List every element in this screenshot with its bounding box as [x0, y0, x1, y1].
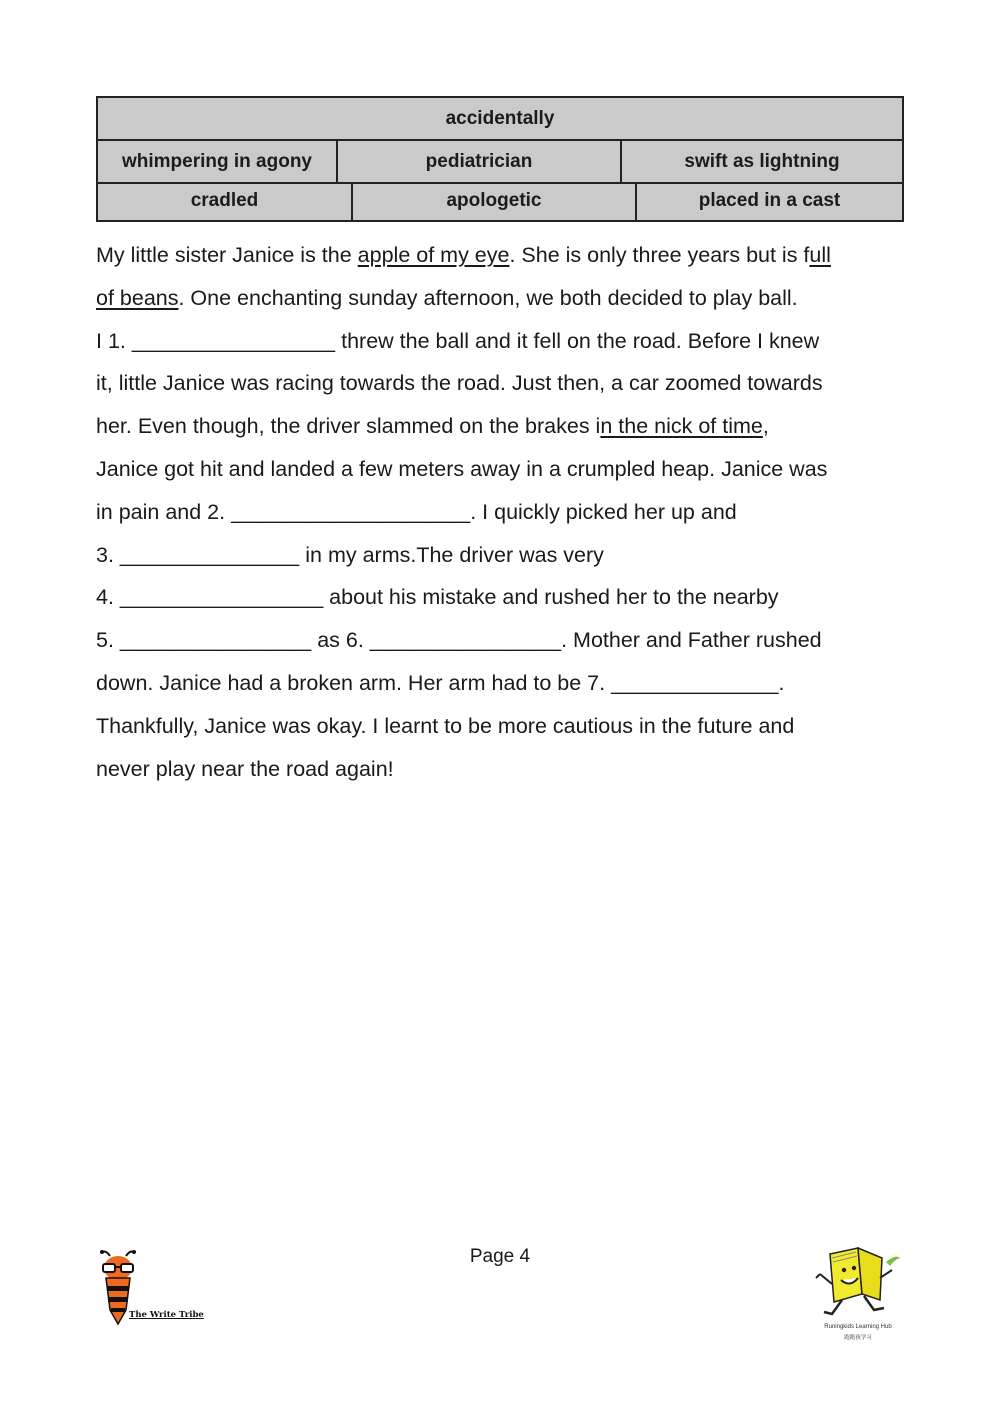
story-line: 4. _________________ about his mistake and rushed her to the nearby: [96, 585, 779, 610]
idiom-underlined: of beans: [96, 285, 179, 310]
running-book-icon: [808, 1244, 908, 1324]
word-bank-cell: swift as lightning: [620, 141, 902, 182]
learning-hub-name: Runingkids Learning Hub: [824, 1324, 892, 1330]
word-bank-cell: pediatrician: [336, 141, 620, 182]
word-bank-cell: apologetic: [351, 182, 635, 220]
page-number: Page 4: [469, 1246, 531, 1267]
story-line: I 1. _________________ threw the ball and it fell on the road. Before I knew: [96, 328, 820, 353]
story-line: 3. _______________ in my arms.The driver was very: [96, 542, 604, 567]
story-text: her. Even though, the driver slammed on the brakes i: [96, 414, 601, 439]
story-line: [96, 277, 916, 320]
story-line: [96, 234, 916, 277]
word-bank-row: [98, 141, 902, 184]
word-bank-row: [98, 182, 902, 220]
word-bank-row: [98, 98, 902, 141]
story-line: it, little Janice was racing towards the road. Just then, a car zoomed towards: [96, 371, 823, 396]
story-line: Thankfully, Janice was okay. I learnt to be more cautious in the future and: [96, 713, 795, 738]
story-line: [96, 405, 916, 448]
story-line: in pain and 2. ____________________. I quickly picked her up and: [96, 499, 737, 524]
idiom-underlined: apple of my eye: [357, 243, 510, 267]
story-text: ,: [762, 414, 769, 439]
word-bank-table: [96, 96, 904, 222]
story-line: down. Janice had a broken arm. Her arm had to be 7. ______________.: [96, 670, 785, 695]
word-bank-cell: accidentally: [445, 107, 555, 129]
learning-hub-logo: [808, 1244, 908, 1344]
story-text: . She is only three years but is f: [509, 243, 810, 267]
word-bank-cell: placed in a cast: [635, 182, 902, 220]
word-bank-cell: cradled: [190, 190, 259, 211]
write-tribe-logo: [96, 1248, 211, 1330]
write-tribe-wordmark: The Write Tribe: [129, 1310, 204, 1320]
story-line: never play near the road again!: [96, 756, 394, 781]
learning-hub-subtitle: 跑跑孩学习: [844, 1335, 872, 1341]
idiom-underlined: ull: [809, 243, 831, 267]
word-bank-cell: whimpering in agony: [121, 150, 312, 172]
story-text: . One enchanting sunday afternoon, we both decided to play ball.: [178, 285, 798, 310]
story-passage: [96, 234, 916, 790]
story-text: My little sister Janice is the: [96, 243, 358, 267]
idiom-underlined: n the nick of time: [600, 414, 763, 439]
story-line: Janice got hit and landed a few meters away in a crumpled heap. Janice was: [96, 456, 828, 481]
story-line: 5. ________________ as 6. ________________. Mother and Father rushed: [96, 628, 822, 653]
